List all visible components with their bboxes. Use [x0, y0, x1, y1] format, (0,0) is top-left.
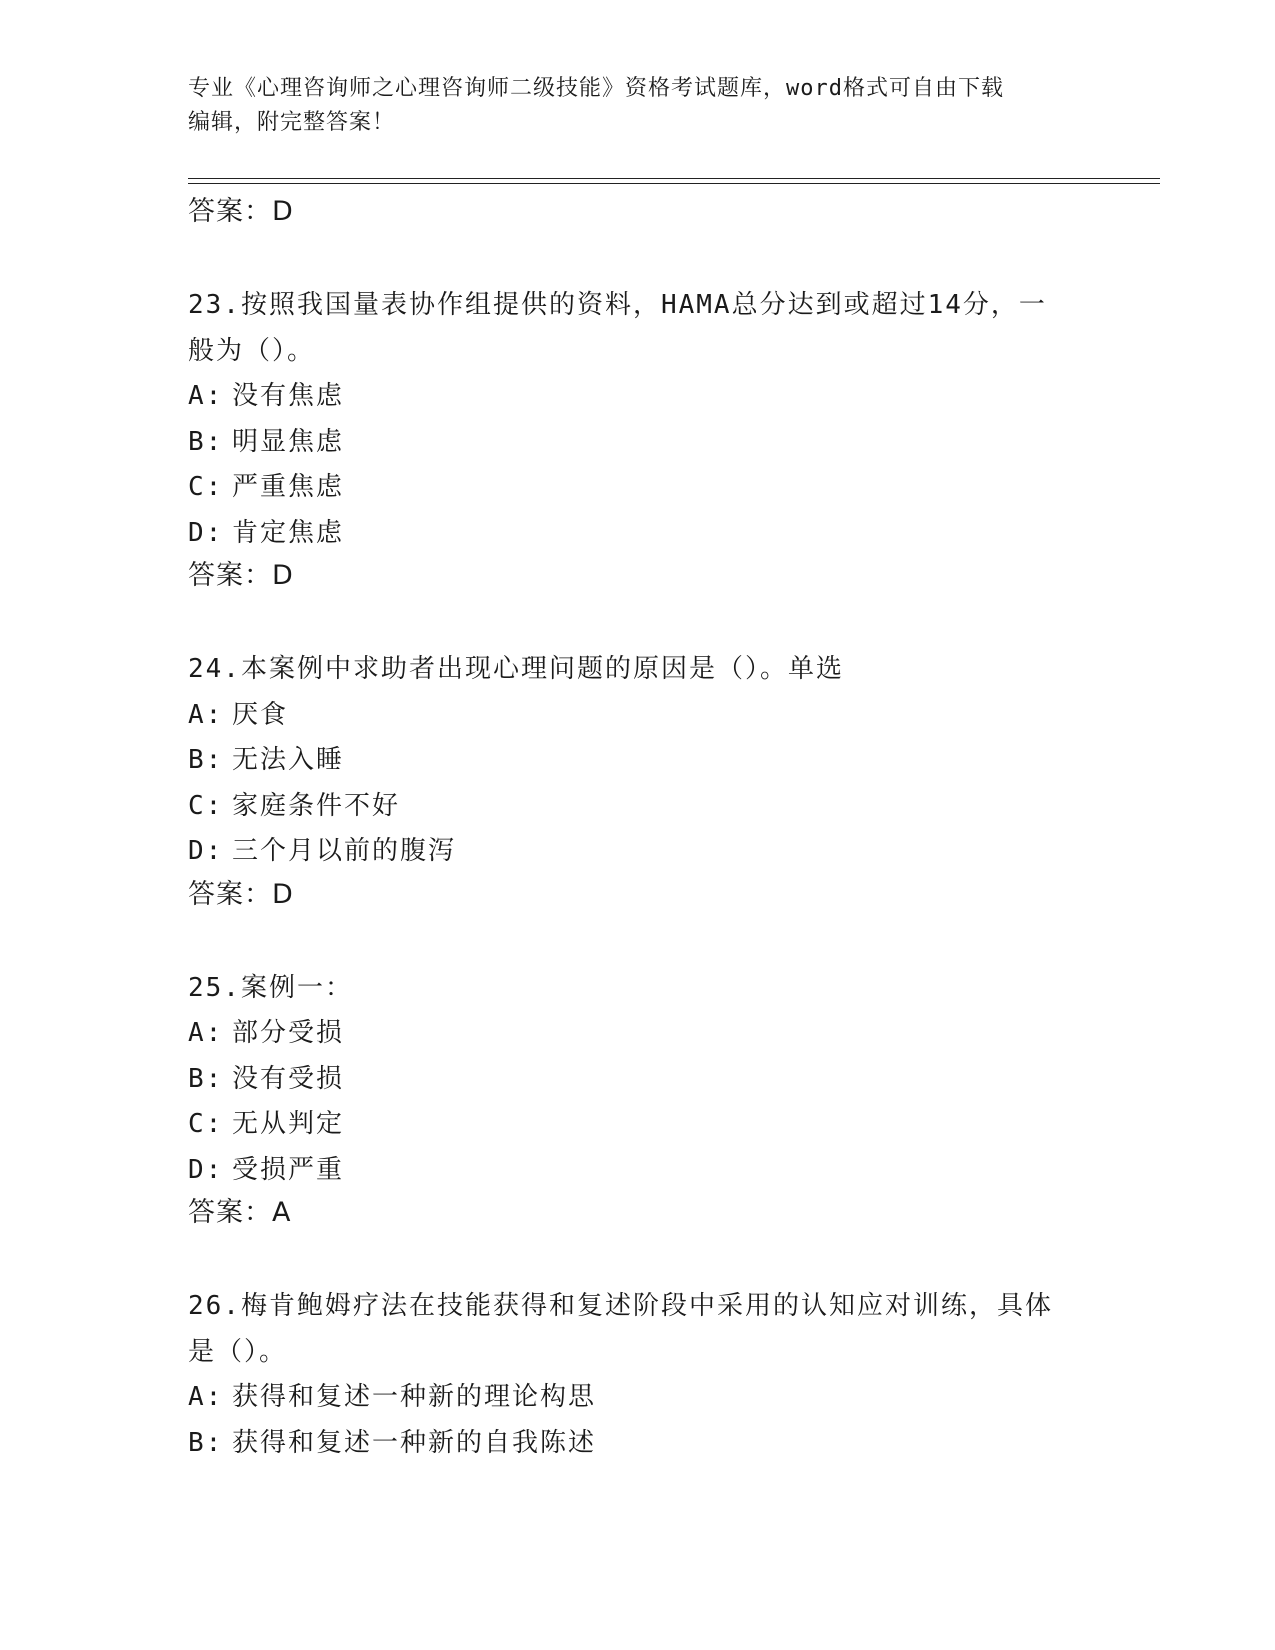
option-letter: D:	[188, 517, 224, 548]
option-b	[188, 1421, 1108, 1467]
question-stem: 23.按照我国量表协作组提供的资料，HAMA总分达到或超过14分，一	[188, 290, 1047, 320]
option-a	[188, 1011, 1108, 1057]
document-header	[188, 72, 1088, 140]
option-b	[188, 738, 1108, 784]
option-letter: A:	[188, 1018, 224, 1048]
option-d	[188, 829, 1108, 875]
option-letter: B:	[188, 426, 224, 457]
question-stem: 25.案例一：	[188, 972, 353, 1003]
option-c	[188, 1102, 1108, 1148]
header-line-2: 编辑，附完整答案！	[188, 110, 396, 135]
option-text: 肯定焦虑	[232, 517, 345, 548]
answer-value: A	[272, 1197, 292, 1228]
answer-line	[188, 1193, 1108, 1233]
question-25	[188, 966, 1108, 1234]
option-text: 无法入睡	[232, 745, 345, 775]
answer-line	[188, 192, 1108, 232]
option-text: 获得和复述一种新的自我陈述	[232, 1427, 597, 1458]
option-text: 厌食	[232, 699, 289, 730]
option-text: 没有焦虑	[232, 381, 345, 411]
answer-value: D	[272, 560, 294, 591]
answer-line	[188, 875, 1108, 915]
option-c	[188, 784, 1108, 830]
option-letter: A:	[188, 381, 224, 411]
answer-line	[188, 556, 1108, 596]
option-letter: A:	[188, 699, 224, 730]
answer-label: 答案：	[188, 878, 272, 910]
option-letter: C:	[188, 1109, 224, 1139]
option-text: 家庭条件不好	[232, 790, 401, 821]
answer-value: D	[272, 196, 294, 227]
option-letter: D:	[188, 1154, 224, 1185]
option-text: 受损严重	[232, 1154, 345, 1185]
option-letter: C:	[188, 790, 224, 821]
option-a	[188, 693, 1108, 739]
option-text: 无从判定	[232, 1109, 345, 1139]
question-stem: 24.本案例中求助者出现心理问题的原因是（）。单选	[188, 654, 844, 684]
question-stem: 般为（）。	[188, 335, 316, 366]
option-b	[188, 1057, 1108, 1103]
answer-label: 答案：	[188, 560, 272, 591]
option-letter: C:	[188, 472, 224, 502]
option-text: 部分受损	[232, 1018, 345, 1048]
question-stem: 是（）。	[188, 1336, 288, 1367]
option-letter: B:	[188, 1427, 224, 1458]
option-a	[188, 374, 1108, 420]
option-d	[188, 1148, 1108, 1194]
header-line-1: 专业《心理咨询师之心理咨询师二级技能》资格考试题库，word格式可自由下载	[188, 76, 1004, 101]
header-divider-top	[188, 178, 1160, 179]
option-d	[188, 511, 1108, 557]
option-letter: D:	[188, 836, 224, 866]
question-26	[188, 1284, 1108, 1466]
answer-label: 答案：	[188, 1197, 272, 1228]
option-text: 严重焦虑	[232, 472, 345, 502]
option-a	[188, 1375, 1108, 1421]
option-text: 没有受损	[232, 1063, 345, 1094]
question-23	[188, 283, 1108, 596]
option-text: 明显焦虑	[232, 426, 345, 457]
question-list	[188, 192, 1108, 1466]
option-letter: A:	[188, 1382, 224, 1412]
question-stem: 26.梅肯鲍姆疗法在技能获得和复述阶段中采用的认知应对训练，具体	[188, 1291, 1053, 1321]
header-divider-bottom	[188, 183, 1160, 184]
answer-value: D	[272, 878, 294, 910]
option-letter: B:	[188, 1063, 224, 1094]
option-b	[188, 420, 1108, 466]
option-text: 三个月以前的腹泻	[232, 836, 457, 866]
option-c	[188, 465, 1108, 511]
answer-label: 答案：	[188, 196, 272, 227]
question-24	[188, 647, 1108, 915]
option-letter: B:	[188, 745, 224, 775]
option-text: 获得和复述一种新的理论构思	[232, 1382, 597, 1412]
